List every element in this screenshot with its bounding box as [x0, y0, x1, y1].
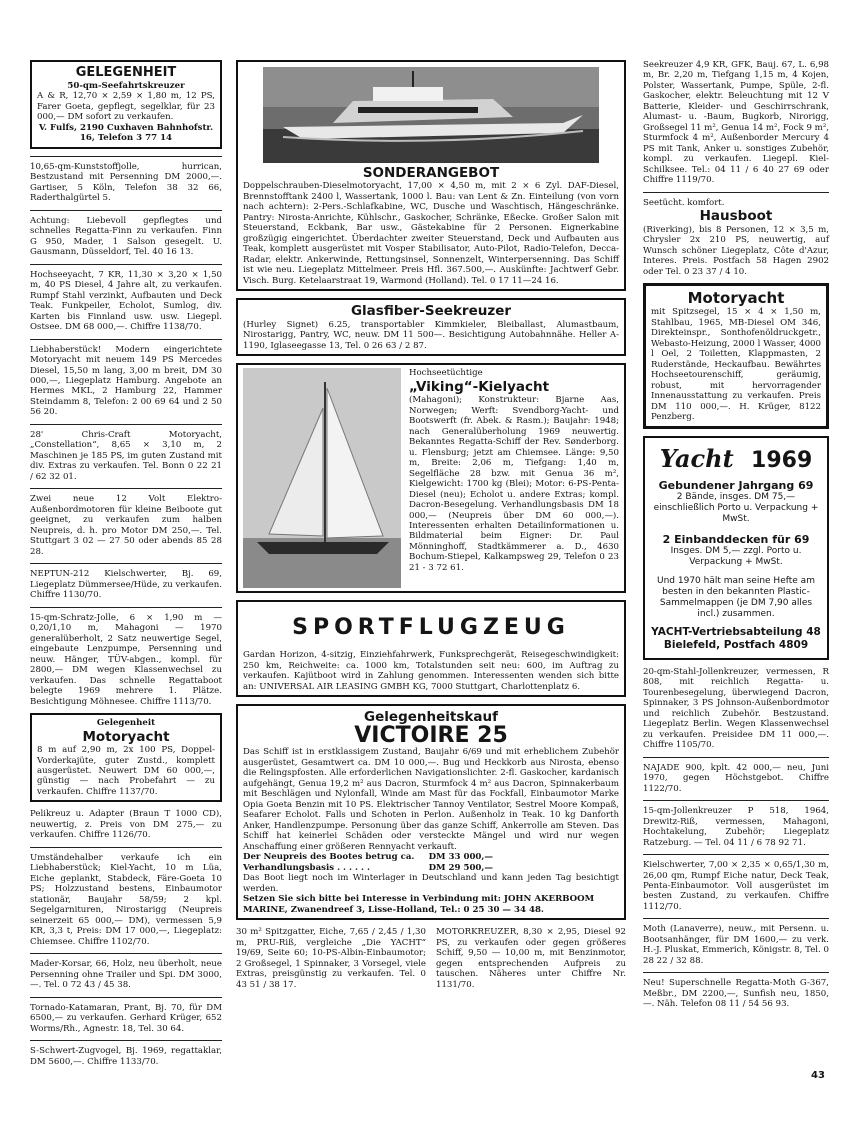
divider: [643, 854, 829, 855]
ad-body: 8 m auf 2,90 m, 2x 100 PS, Doppel-Vorderkajüte, guter Zustd., komplett ausgerüstet. Neuwert DM 60 000,—, günstig — nach Probefahrt — zu verkaufen. Chiffre 1137/70.: [37, 745, 215, 797]
ad-yacht-subscription-box: [643, 436, 829, 660]
classified-ad: NEPTUN-212 Kielschwerter, Bj. 69, Liegeplatz Dümmersee/Hüde, zu verkaufen. Chiffre 1130/70.: [30, 569, 222, 601]
divider: [30, 156, 222, 157]
ad-title: Motoryacht: [687, 289, 785, 308]
column-left: [30, 60, 222, 1073]
classified-ad: S-Schwert-Zugvogel, Bj. 1969, regattaklar, DM 5600,—. Chiffre 1133/70.: [30, 1046, 222, 1067]
divider: [30, 210, 222, 211]
offer-text: Und 1970 hält man seine Hefte am besten in den bekannten Plastic-Sammelmappen (je DM 7,90 alles incl.) zusammen.: [657, 576, 815, 620]
ad-gelegenheit-box: [30, 60, 222, 149]
ad-title: Hausboot: [699, 208, 773, 225]
divider: [30, 607, 222, 608]
classified-ad: Achtung: Liebevoll gepflegtes und schnelles Regatta-Finn zu verkaufen. Finn G 950, Mader, 1 Salson gesegelt. U. Gausmann, Düsseldorf, Tel. 40 16 13.: [30, 215, 222, 258]
offer-address: YACHT-Vertriebsabteilung 48 Bielefeld, Postfach 4809: [651, 626, 821, 651]
divider: [30, 488, 222, 489]
ad-body: A & R, 12,70 × 2,59 × 1,80 m, 12 PS, Farer Goeta, gepflegt, segelklar, für 23 000,— DM sofort zu verkaufen.: [37, 91, 215, 123]
price-value: DM 29 500,—: [428, 862, 493, 873]
classified-ad: Pelikreuz u. Adapter (Braun T 1000 CD), neuwertig, z. Preis von DM 275,— zu verkaufen. Chiffre 1126/70.: [30, 809, 222, 841]
price-line: [243, 863, 493, 873]
ad-title: Glasfiber-Seekreuzer: [350, 303, 512, 320]
classified-ad: Zwei neue 12 Volt Elektro-Außenbordmotoren für kleine Beiboote gut geeignet, zu verkaufen zum halben Neupreis, d. h. pro Motor DM 250,—. Tel. Stuttgart 3 02 — 27 50 oder abends 85 28 28.: [30, 494, 222, 557]
ad-body: (Riverking), bis 8 Personen, 12 × 3,5 m, Chrysler 2x 210 PS, neuwertig, auf Wunsch schöner Liegeplatz, Côte d'Azur, Interes. Preis. Postfach 58 Hagen 2902 oder Tel. 0 23 37 / 4 10.: [643, 224, 829, 277]
motoryacht-photo: [263, 67, 599, 163]
year-label: 1969: [751, 447, 813, 473]
sailboat-photo: [243, 368, 401, 588]
ad-body: Gardan Horizon, 4-sitzig, Einziehfahrwerk, Funksprechgerät, Reisegeschwindigkeit: 250 km, Reichweite: ca. 1000 km, Totalstunden seit neu: 600, im Auftrag zu verkaufen. Kajütboot wird in Zahlung genommen. Interessenten wenden sich bitte an: UNIVERSAL AIR LEASING GMBH KG, 7000 Stuttgart, Charlottenplatz 6.: [243, 650, 619, 692]
ad-kicker: Seetücht. komfort.: [643, 197, 725, 208]
ad-title: VICTOIRE 25: [354, 723, 508, 749]
ad-title: Motoryacht: [82, 728, 170, 745]
divider: [30, 264, 222, 265]
ad-victoire-box: [236, 704, 626, 920]
offer-text: Insges. DM 5,— zzgl. Porto u. Verpackung + MwSt.: [670, 546, 802, 568]
divider: [30, 1040, 222, 1041]
ad-title: „Viking“-Kielyacht: [409, 378, 550, 395]
offer-heading: Gebundener Jahrgang 69: [658, 478, 814, 492]
ad-body: (Hurley Signet) 6.25, transportabler Kimmkieler, Bleiballast, Alumastbaum, Nirostarigg, Pantry, WC, neuw. DM 11 500—. Besichtigung Autobahnnähe. Heller A-1190, Iglaseegasse 13, Tel. 0 26 63 / 2 87.: [243, 319, 619, 351]
ad-body: Doppelschrauben-Dieselmotoryacht, 17,00 × 4,50 m, mit 2 × 6 Zyl. DAF-Diesel, Brennstofftank 2400 l, Wassertank, 1000 l. Bau: van Lent & Zn. Einteilung (von vorn nach achtern): 2-Pers.-Schlafkabine, WC, Dusche und Waschtisch, Hängeschränke. Pantry: Nirosta-Anrichte, Kühlschr., Gaskocher, Schränke, Eßecke. Großer Salon mit Steuerstand, Eckbank, Bar usw., Gästekabine für 2 Personen. Eignerkabine großzügig eingerichtet. Überdachter zweiter Steuerstand, Deck und Aufbauten aus Teak, komplett ausgerüstet mit Vosper Stabilisator, Auto-Pilot, Radio-Telefon, Decca-Radar, elektr. Ankerwinde, Rettungsinsel, Sonnenzelt, Winterpersenning. Das Schiff ist wie neu. Liegeplatz Mittelmeer. Preis Hfl. 367.500,—. Auskünfte: Jachtwerf Gebr. Visch. Burg. Ketelaarstraat 19, Warmond (Holland). Tel. 0 17 11—24 16.: [243, 181, 619, 286]
ad-glasfiber-box: [236, 298, 626, 356]
yacht-header: [651, 444, 821, 475]
divider: [643, 192, 829, 193]
classified-ad: 10,65-qm-Kunststoffjolle, hurrican, Bestzustand mit Persenning DM 2000,—. Gartiser, 5 Köln, Telefon 38 32 66, Raderthalgürtel 5.: [30, 161, 222, 204]
offer-heading: 2 Einbanddecken für 69: [662, 532, 810, 546]
divider: [30, 847, 222, 848]
ad-title: SONDERANGEBOT: [362, 165, 500, 181]
ad-note: Das Boot liegt noch im Winterlager in Deutschland und kann jeden Tag besichtigt werden.: [243, 873, 619, 894]
column-center: [236, 60, 626, 996]
bottom-ads: [236, 927, 626, 996]
classified-ad: Mader-Korsar, 66, Holz, neu überholt, neue Persenning ohne Trailer und Spi. DM 3000,—. Tel. 0 72 43 / 45 38.: [30, 959, 222, 991]
classified-ad: 30 m² Spitzgatter, Eiche, 7,65 / 2,45 / 1,30 m, PRU-Riß, vergleiche „Die YACHT“ 19/69, Seite 60; 10-PS-Albin-Einbaumotor; 2 Großsegel, 1 Spinnaker, 3 Vorsegel, viele Extras, preisgünstig zu verkaufen. Tel. 0 43 51 / 38 17.: [236, 927, 426, 990]
classified-ad: Kielschwerter, 7,00 × 2,35 × 0,65/1,30 m, 26,00 qm, Rumpf Eiche natur, Deck Teak, Penta-Einbaumotor. Voll ausgerüstet im besten Zustand, zu verkaufen. Chiffre 1112/70.: [643, 860, 829, 912]
divider: [643, 757, 829, 758]
price-value: DM 33 000,—: [428, 852, 493, 863]
ad-subtitle: 50-qm-Seefahrtskreuzer: [67, 80, 185, 91]
divider: [30, 997, 222, 998]
classified-ad: 15-qm-Schratz-Jolle, 6 × 1,90 m — 0,20/1,10 m, Mahagoni — 1970 generalüberholt, 2 Satz neuwertige Segel, eingebaute Lenzpumpe, Persenning und neuw. Hänger, TÜV-abgen., kompl. für 2800,— DM wegen Klassenwechsel zu verkaufen. Das schnelle Regattaboot belegte 1969 mehrere 1. Plätze. Besichtigung Möhnesee. Chiffre 1113/70.: [30, 612, 222, 707]
column-right: [643, 60, 829, 1016]
divider: [643, 918, 829, 919]
ad-sonderangebot-box: [236, 60, 626, 291]
price-label: Verhandlungsbasis . . . . . .: [243, 862, 370, 873]
ad-contact: V. Fulfs, 2190 Cuxhaven Bahnhofstr. 16, Telefon 3 77 14: [38, 122, 214, 144]
divider: [30, 953, 222, 954]
classified-ad: 28' Chris-Craft Motoryacht, „Constellation“, 8,65 × 3,10 m, 2 Maschinen je 185 PS, im guten Zustand mit div. Extras zu verkaufen. Tel. Bonn 0 22 21 / 62 32 01.: [30, 429, 222, 482]
classified-ad: Seekreuzer 4,9 KR, GFK, Bauj. 67, L. 6,98 m, Br. 2,20 m, Tiefgang 1,15 m, 4 Kojen, Polster, Wassertank, Pumpe, Spüle, 2-fl. Gaskocher, elektr. Beleuchtung mit 12 V Batterie, Kleider- und Geschirrschrank, Alumast- u. -Baum, Bugkorb, Nirorigg, Großsegel 11 m², Genua 14 m², Fock 9 m², Sturmfock 4 m², Außenborder Mercury 4 PS mit Tank, Anker u. sonstiges Zubehör, kompl. zu verkaufen. Liegepl. Kiel-Schilksee. Tel.: 04 11 / 6 40 27 69 oder Chiffre 1119/70.: [643, 60, 829, 186]
ad-contact: Setzen Sie sich bitte bei Interesse in Verbindung mit: JOHN AKERBOOM MARINE, Zwanendreef 3, Lisse-Holland, Tel.: 0 25 30 — 34 48.: [243, 894, 595, 915]
yacht-logo: Yacht: [659, 443, 734, 473]
divider: [30, 339, 222, 340]
offer-text: 2 Bände, insges. DM 75,— einschließlich Porto u. Verpackung + MwSt.: [653, 492, 819, 524]
ad-motoryacht-box: [30, 713, 222, 802]
classified-ad: Tornado-Katamaran, Prant, Bj. 70, für DM 6500,— zu verkaufen. Gerhard Krüger, 652 Worms/Rh., Agnestr. 18, Tel. 30 64.: [30, 1002, 222, 1034]
ad-sportflugzeug-box: [236, 600, 626, 697]
classified-ad: Liebhaberstück! Modern eingerichtete Motoryacht mit neuem 149 PS Mercedes Diesel, 15,50 m lang, 3,00 m breit, DM 30 000,—, Liegeplatz Hamburg. Angebote an Hermes MKL, 2 Hamburg 22, Hammer Steindamm 8, Telefon: 2 00 69 64 und 2 50 56 20.: [30, 344, 222, 418]
ad-title: GELEGENHEIT: [75, 65, 177, 80]
ad-body: Das Schiff ist in erstklassigem Zustand, Baujahr 6/69 und mit erheblichem Zubehör ausgerüstet, Gesamtwert ca. DM 10 000,—. Bug und Heckkorb aus Nirosta, ebenso die Relingspfosten. Alle erforderlichen Navigationslichter. 2-fl. Gaskocher, kardanisch aufgehängt, Genua 19,2 m² aus Dacron, Sturmfock 4 m² aus Dacron, Spinnakerbaum mit Beschlägen und Nylonfall, Winde am Mast für das Fockfall, Einbaumotor Marke Opia Goeta Benzin mit 10 PS. Elektrischer Tannoy Ventilator, Sestrel Moore Kompaß, Seafarer Echolot. Falls und Schoten in Perlon. Außenholz in Teak. 10 kg Danforth Anker, Handlenzpumpe. Personung über das ganze Schiff, Ankerrolle am Steven. Das Schiff hat keinerlei Schäden oder versteckte Mängel und wird nur wegen Anschaffung einer größeren Rennyacht verkauft.: [243, 747, 619, 852]
ad-kicker: Gelegenheit: [96, 718, 156, 729]
ad-hausboot: [643, 198, 829, 277]
ad-title: SPORTFLUGZEUG: [292, 615, 570, 641]
ad-motoryacht-box: [643, 283, 829, 429]
classified-ad: 15-qm-Jollenkreuzer P 518, 1964, Drewitz-Riß, vermessen, Mahagoni, Hochtakelung, Zubehör; Liegeplatz Ratzeburg. — Tel. 04 11 / 6 78 92 71.: [643, 806, 829, 848]
classified-ad: Hochseeyacht, 7 KR, 11,30 × 3,20 × 1,50 m, 40 PS Diesel, 4 Jahre alt, zu verkaufen. Rumpf Stahl verzinkt, Aufbauten und Deck Teak. Funkpeiler, Echolot, Sumlog, div. Karten bis Finnland usw. usw. Liegepl. Ostsee. DM 68 000,—. Chiffre 1138/70.: [30, 269, 222, 333]
ad-body: (Mahagoni); Konstrukteur: Bjarne Aas, Norwegen; Werft: Svendborg-Yacht- und Bootswerft (fr. Abek. & Rasm.); Baujahr: 1948; nach Generalüberholung 1969 neuwertig. Bekanntes Regatta-Schiff der Rev. Sønderborg. u. Flensburg; jetzt am Chiemsee. Länge: 9,50 m, Breite: 2,06 m, Tiefgang: 1,40 m, Segelfläche 28 bzw. mit Genua 36 m², Kielgewicht: 1700 kg (Blei); Motor: 6-PS-Penta-Diesel (neu); Echolot u. andere Extras; kompl. Dacron-Besegelung. Verhandlungsbasis DM 18 000,— (Neupreis über DM 60 000,—). Interessenten erhalten Detailinformationen u. Bildmaterial beim Eigner: Dr. Paul Mönninghoff, Stadtkämmerer a. D., 4630 Bochum-Stiepel, Kalkampsweg 29, Telefon 0 23 21 - 3 72 61.: [409, 395, 619, 573]
classified-ad: Neu! Superschnelle Regatta-Moth G-367, Meßbr., DM 2200,—, Sunfish neu, 1850,—. Näh. Telefon 08 11 / 54 56 93.: [643, 978, 829, 1010]
classified-ad: MOTORKREUZER, 8,30 × 2,95, Diesel 92 PS, zu verkaufen oder gegen größeres Schiff, 9,50 — 10,00 m, mit Benzinmotor, gegen entsprechenden Aufpreis zu tauschen. Näheres unter Chiffre Nr. 1131/70.: [436, 927, 626, 990]
divider: [643, 972, 829, 973]
divider: [30, 424, 222, 425]
classified-ad: NAJADE 900, kplt. 42 000,— neu, Juni 1970, gegen Höchstgebot. Chiffre 1122/70.: [643, 762, 829, 794]
page-number: 43: [811, 1070, 825, 1081]
ad-body: mit Spitzsegel, 15 × 4 × 1,50 m, Stahlbau, 1965, MB-Diesel OM 346, Direkteinspr., Sonthofenöldruckgetr., Webasto-Heizung, 2000 l Wasser, 4000 l Oel, 2 Toiletten, Klappmasten, 2 Ruderstände, Heckaufbau. Bewährtes Hochseetourenschiff, geräumig, robust, mit hervorragender Innenausstattung zu verkaufen. Preis DM 110 000,—. H. Krüger, 8122 Penzberg.: [651, 307, 821, 423]
viking-text: [409, 368, 619, 588]
price-line: [243, 852, 493, 862]
divider: [643, 800, 829, 801]
classified-ad: Umständehalber verkaufe ich ein Liebhaberstück; Kiel-Yacht, 10 m Lüa, Eiche geplankt, Stabdeck, Färe-Goeta 10 PS; Holzzustand bestens, Einbaumotor stationär, Baujahr 58/59; 2 kpl. Segelgarnituren, Nirostarigg (Neupreis seinerzeit 65 000,— DM), vermessen 5,9 KR, 3,3 t, Preis: DM 17 000,—, Liegeplatz: Chiemsee. Chiffre 1102/70.: [30, 852, 222, 947]
classified-ad: Moth (Lanaverre), neuw., mit Persenn. u. Bootsanhänger, für DM 1600,— zu verk. H.-J. Pluskat, Emmerich, Königstr. 8, Tel. 0 28 22 / 32 88.: [643, 924, 829, 966]
ad-kicker: Gelegenheitskauf: [364, 709, 498, 725]
divider: [30, 563, 222, 564]
ad-viking-box: [236, 363, 626, 593]
ad-kicker: Hochseetüchtige: [409, 368, 483, 379]
price-label: Der Neupreis des Bootes betrug ca.: [243, 852, 415, 863]
classified-ad: 20-qm-Stahl-Jollenkreuzer, vermessen, R 808, mit reichlich Regatta- u. Tourenbesegelung, überwiegend Dacron, Spinnaker, 3 PS Johnson-Außenbordmotor und reichlich Zubehör. Bestzustand. Liegeplatz Berlin. Wegen Klassenwechsel zu verkaufen. Preisidee DM 11 000,—. Chiffre 1105/70.: [643, 666, 829, 751]
